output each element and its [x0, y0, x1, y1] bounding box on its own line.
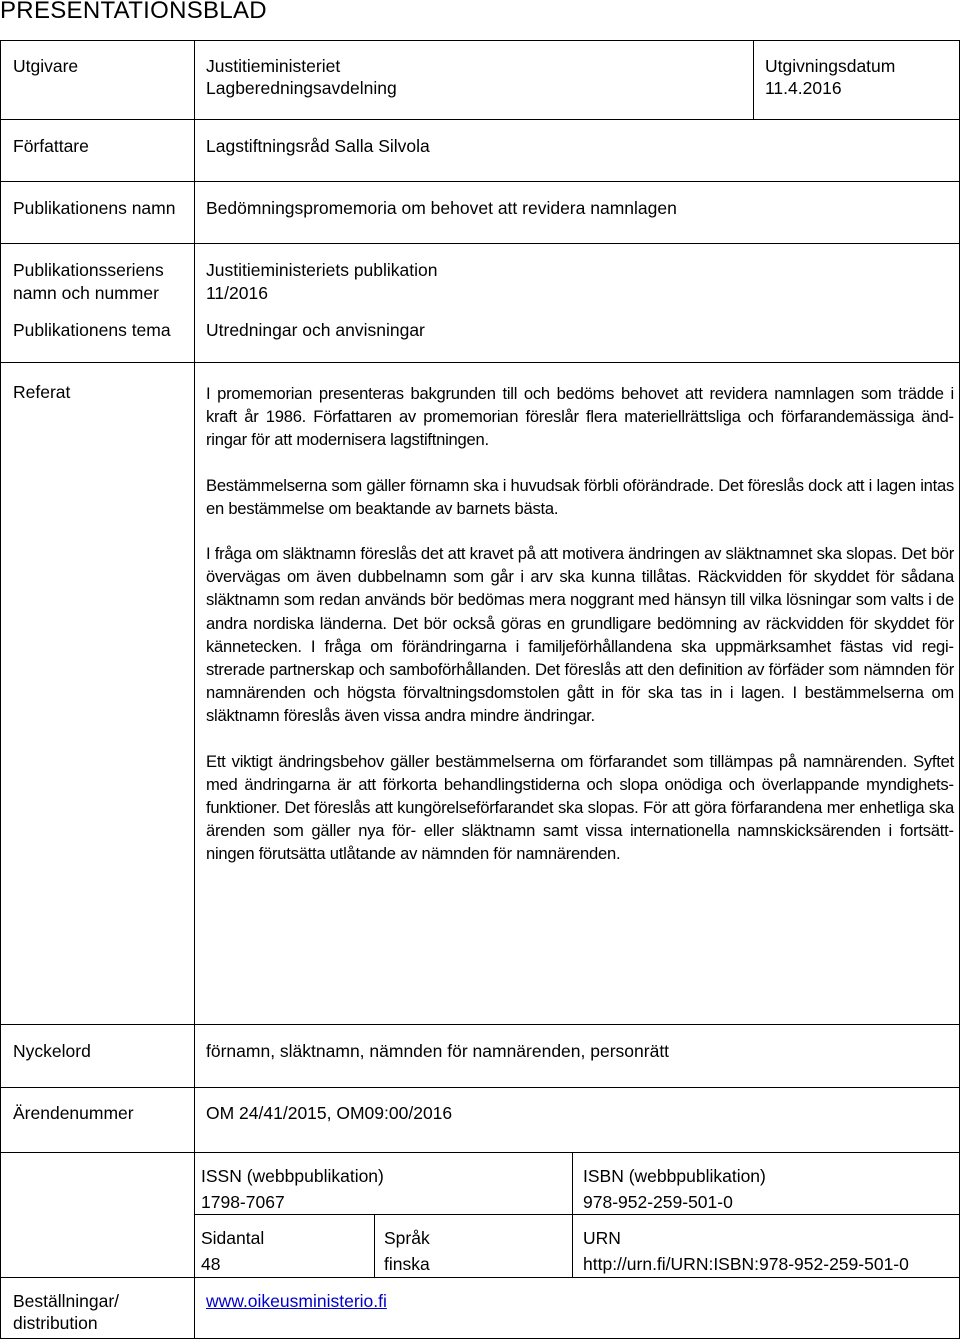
rule-top	[0, 40, 960, 41]
rule-pages	[194, 1214, 960, 1215]
abstract-paragraph: Bestämmelserna som gäller förnamn ska i huvudsak förbli oförändrade. Det föreslås dock att i lagen intas en bestämmelse om beaktande av barnets bästa.	[206, 475, 954, 518]
abstract-paragraph: I fråga om släktnamn föreslås det att kravet på att motivera ändringen av släktnamnet ska slopas. Det bör övervägas om även dubbelnamn som går i arv ska kunna tillåtas. Räckvidden för skyddet för sådana släktnamn som redan används bör bedömas mera noggrant med hänsyn till vilka lösningar som valts i de andra nordiska länderna. Det bör också göras en grundligare bedömning av räckvidden för skyddet för kännetecken. I fråga om förändringarna i familjeförhållandena ska uppmärksamhet fästas vid registrerade partnerskap och samboförhållanden. Det föreslås att den definition av förfäder som nämnden för namnärenden och högsta förvaltningsdomstolen gått in för ska tas in i lagen. I bestämmelserna om släktnamn föreslås även vissa andra mindre ändringar.	[206, 544, 954, 726]
rule-case	[0, 1087, 960, 1088]
series-label-line2: namn och nummer	[13, 283, 159, 303]
abstract-label: Referat	[13, 382, 71, 402]
case-number-label: Ärendenummer	[13, 1103, 134, 1123]
keywords-value: förnamn, släktnamn, nämnden för namnärenden, personrätt	[206, 1041, 670, 1061]
theme-value: Utredningar och anvisningar	[206, 320, 425, 340]
publication-name-label: Publikationens namn	[13, 198, 176, 218]
issn-label: ISSN (webbpublikation)	[201, 1166, 384, 1186]
language-value: finska	[384, 1254, 430, 1274]
author-label: Författare	[13, 136, 89, 156]
series-value-line2: 11/2016	[206, 283, 268, 303]
rule-orders	[0, 1277, 960, 1278]
isbn-label: ISBN (webbpublikation)	[583, 1166, 766, 1186]
orders-label-line1: Beställningar/	[13, 1291, 120, 1311]
publication-name-value: Bedömningspromemoria om behovet att revidera namnlagen	[206, 198, 677, 218]
release-date-label: Utgivningsdatum	[765, 56, 896, 76]
urn-label: URN	[583, 1228, 621, 1248]
abstract-paragraph: Ett viktigt ändringsbehov gäller bestämmelserna om förfarandet som tillämpas på namnärenden. Syftet med ändringarna är att förkorta behandlingstiderna och slopa onödiga och överlappande myndighetsfunktioner. Det föreslås att kungörelseförfarandet ska slopas. För att göra förfarandena mer enhetliga ska ärenden som gäller nya för- eller släktnamn samt vissa internationella namnskicksärenden i fortsättningen förutsätta utlåtande av nämnden för namnärenden.	[206, 751, 954, 864]
rule-keywords	[0, 1024, 960, 1025]
publisher-label: Utgivare	[13, 56, 79, 76]
publisher-line1: Justitieministeriet	[206, 56, 341, 76]
author-value: Lagstiftningsråd Salla Silvola	[206, 136, 430, 156]
abstract-paragraph: I promemorian presenteras bakgrunden till och bedöms behovet att revidera namnlagen som trädde i kraft år 1986. Författaren av promemorian föreslår flera materiellrättsliga och förfarandemässiga ändringar för att modernisera lagstiftningen.	[206, 384, 954, 450]
orders-label-line2: distribution	[13, 1313, 98, 1333]
release-date-value: 11.4.2016	[765, 78, 842, 98]
orders-website-link[interactable]: www.oikeusministerio.fi	[206, 1291, 387, 1311]
rule-abstract	[0, 362, 960, 363]
issn-value: 1798-7067	[201, 1192, 285, 1212]
rule-identifiers	[0, 1152, 960, 1153]
rule-name	[0, 181, 960, 182]
isbn-value: 978-952-259-501-0	[583, 1192, 733, 1212]
rule-author	[0, 119, 960, 120]
rule-series	[0, 243, 960, 244]
case-number-value: OM 24/41/2015, OM09:00/2016	[206, 1103, 453, 1123]
rule-left	[0, 40, 1, 1339]
series-value-line1: Justitieministeriets publikation	[206, 260, 438, 280]
rule-date-column	[753, 40, 754, 119]
rule-label-column	[194, 40, 195, 1339]
language-label: Språk	[384, 1228, 430, 1248]
abstract-body	[206, 382, 954, 866]
urn-value: http://urn.fi/URN:ISBN:978-952-259-501-0	[583, 1254, 909, 1274]
document-title: PRESENTATIONSBLAD	[0, 0, 267, 24]
rule-language-column	[374, 1214, 375, 1277]
series-label-line1: Publikationsseriens	[13, 260, 164, 280]
pages-label: Sidantal	[201, 1228, 265, 1248]
theme-label: Publikationens tema	[13, 320, 171, 340]
publisher-line2: Lagberedningsavdelning	[206, 78, 397, 98]
keywords-label: Nyckelord	[13, 1041, 91, 1061]
pages-value: 48	[201, 1254, 221, 1274]
rule-isbn-column	[572, 1152, 573, 1277]
